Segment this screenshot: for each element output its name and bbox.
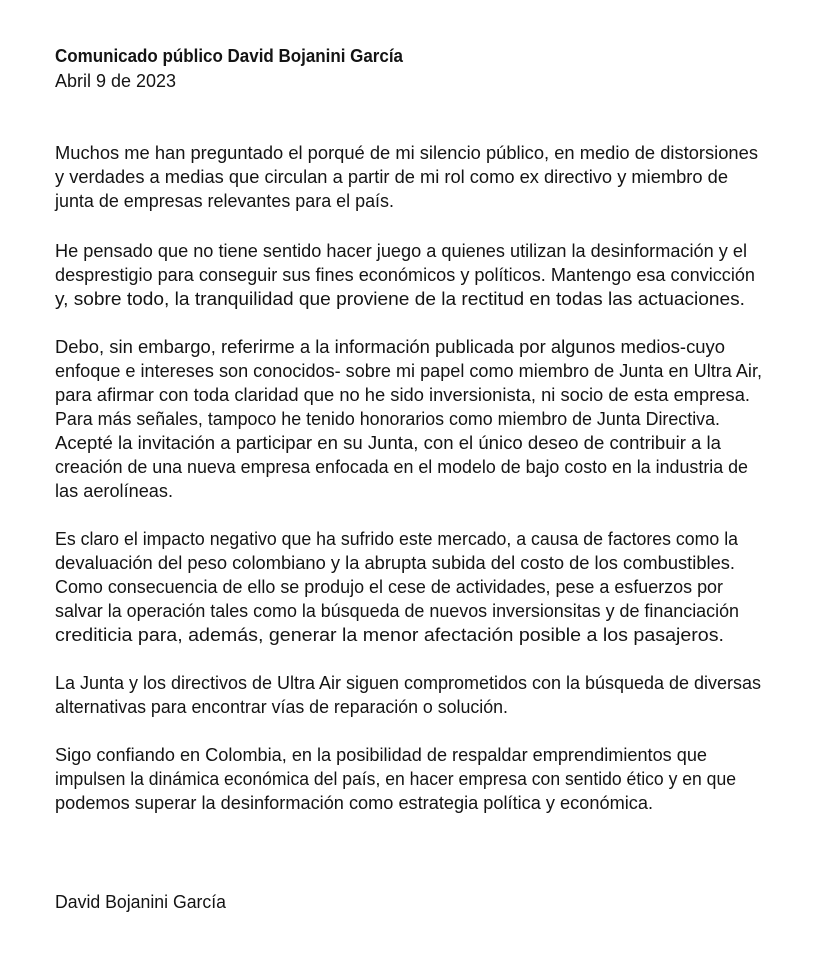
paragraph-line: Debo, sin embargo, referirme a la información publicada por algunos medios-cuyo	[55, 336, 725, 357]
document-title: Comunicado público David Bojanini García	[55, 45, 403, 66]
paragraph-line: las aerolíneas.	[55, 480, 173, 501]
paragraph-line: alternativas para encontrar vías de reparación o solución.	[55, 696, 508, 717]
paragraph-line: desprestigio para conseguir sus fines económicos y políticos. Mantengo esa convicción	[55, 264, 755, 285]
paragraph-line: creación de una nueva empresa enfocada en el modelo de bajo costo en la industria de	[55, 456, 748, 477]
paragraph-line: Como consecuencia de ello se produjo el cese de actividades, pese a esfuerzos por	[55, 576, 723, 597]
paragraph-line: salvar la operación tales como la búsqueda de nuevos inversionsitas y de financiación	[55, 600, 739, 621]
signature: David Bojanini García	[55, 891, 226, 912]
document-date: Abril 9 de 2023	[55, 70, 176, 91]
paragraph-line: He pensado que no tiene sentido hacer juego a quienes utilizan la desinformación y el	[55, 240, 747, 261]
paragraph-line: Sigo confiando en Colombia, en la posibilidad de respaldar emprendimientos que	[55, 744, 707, 765]
paragraph-line: Para más señales, tampoco he tenido honorarios como miembro de Junta Directiva.	[55, 408, 720, 429]
paragraph-line: junta de empresas relevantes para el país.	[55, 190, 394, 211]
paragraph-line: y, sobre todo, la tranquilidad que proviene de la rectitud en todas las actuaciones.	[55, 288, 745, 309]
paragraph-line: impulsen la dinámica económica del país, en hacer empresa con sentido ético y en que	[55, 768, 736, 789]
paragraph-line: Es claro el impacto negativo que ha sufrido este mercado, a causa de factores como la	[55, 528, 738, 549]
paragraph-line: enfoque e intereses son conocidos- sobre mi papel como miembro de Junta en Ultra Air,	[55, 360, 762, 381]
paragraph-line: devaluación del peso colombiano y la abrupta subida del costo de los combustibles.	[55, 552, 735, 573]
paragraph-line: podemos superar la desinformación como estrategia política y económica.	[55, 792, 653, 813]
paragraph-line: Muchos me han preguntado el porqué de mi silencio público, en medio de distorsiones	[55, 142, 758, 163]
paragraph-line: La Junta y los directivos de Ultra Air siguen comprometidos con la búsqueda de diversas	[55, 672, 761, 693]
paragraph-line: y verdades a medias que circulan a partir de mi rol como ex directivo y miembro de	[55, 166, 728, 187]
paragraph-line: crediticia para, además, generar la menor afectación posible a los pasajeros.	[55, 624, 724, 645]
paragraph-line: Acepté la invitación a participar en su Junta, con el único deseo de contribuir a la	[55, 432, 721, 453]
paragraph-line: para afirmar con toda claridad que no he sido inversionista, ni socio de esta empresa.	[55, 384, 750, 405]
